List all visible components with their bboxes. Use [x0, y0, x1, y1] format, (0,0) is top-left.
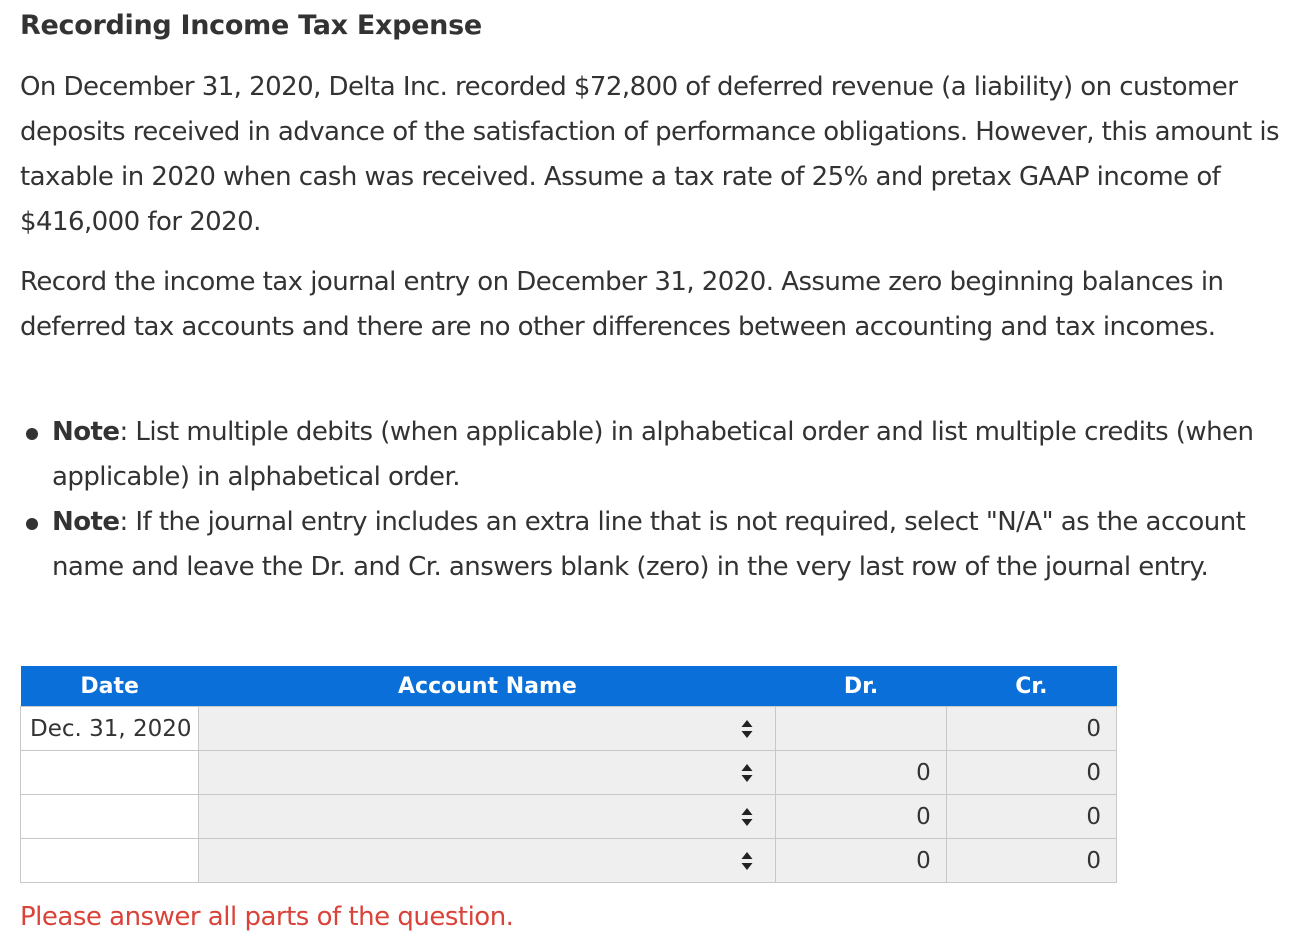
debit-input[interactable]: 0	[776, 751, 946, 795]
note-item	[20, 500, 1300, 590]
select-arrows-icon	[741, 851, 753, 871]
validation-error-message: Please answer all parts of the question.	[20, 902, 514, 932]
account-name-select[interactable]	[199, 751, 776, 795]
credit-input[interactable]: 0	[946, 839, 1116, 883]
journal-entry-table	[20, 666, 1117, 883]
note-text: : List multiple debits (when applicable) in alphabetical order and list multiple credits (when applicable) in alphabetical order.	[52, 417, 1254, 492]
debit-header: Dr.	[776, 666, 946, 707]
table-header-row	[21, 666, 1117, 707]
select-arrows-icon	[741, 763, 753, 783]
credit-input[interactable]: 0	[946, 751, 1116, 795]
table-row	[21, 839, 1117, 883]
bullet-icon	[26, 428, 38, 440]
note-label: Note	[52, 417, 120, 447]
credit-input[interactable]: 0	[946, 707, 1116, 751]
instruction-paragraph: Record the income tax journal entry on December 31, 2020. Assume zero beginning balances in deferred tax accounts and there are no other differences between accounting and tax incomes.	[20, 267, 1224, 342]
account-name-select[interactable]	[199, 839, 776, 883]
date-cell: Dec. 31, 2020	[21, 707, 199, 751]
date-cell	[21, 751, 199, 795]
debit-input[interactable]	[776, 707, 946, 751]
note-label: Note	[52, 507, 120, 537]
page-title: Recording Income Tax Expense	[20, 10, 482, 41]
account-name-header: Account Name	[199, 666, 776, 707]
table-row	[21, 751, 1117, 795]
date-header: Date	[21, 666, 199, 707]
date-cell	[21, 839, 199, 883]
date-cell	[21, 795, 199, 839]
bullet-icon	[26, 518, 38, 530]
table-row	[21, 795, 1117, 839]
note-item	[20, 410, 1300, 500]
account-name-select[interactable]	[199, 707, 776, 751]
credit-input[interactable]: 0	[946, 795, 1116, 839]
select-arrows-icon	[741, 719, 753, 739]
credit-header: Cr.	[946, 666, 1116, 707]
note-text: : If the journal entry includes an extra line that is not required, select "N/A" as the account name and leave the Dr. and Cr. answers blank (zero) in the very last row of the journal entry.	[52, 507, 1246, 582]
table-row	[21, 707, 1117, 751]
select-arrows-icon	[741, 807, 753, 827]
account-name-select[interactable]	[199, 795, 776, 839]
debit-input[interactable]: 0	[776, 839, 946, 883]
notes-list	[20, 410, 1300, 590]
debit-input[interactable]: 0	[776, 795, 946, 839]
problem-paragraph: On December 31, 2020, Delta Inc. recorded $72,800 of deferred revenue (a liability) on customer deposits received in advance of the satisfaction of performance obligations. However, this amount is taxable in 2020 when cash was received. Assume a tax rate of 25% and pretax GAAP income of $416,000 for 2020.	[20, 72, 1280, 237]
